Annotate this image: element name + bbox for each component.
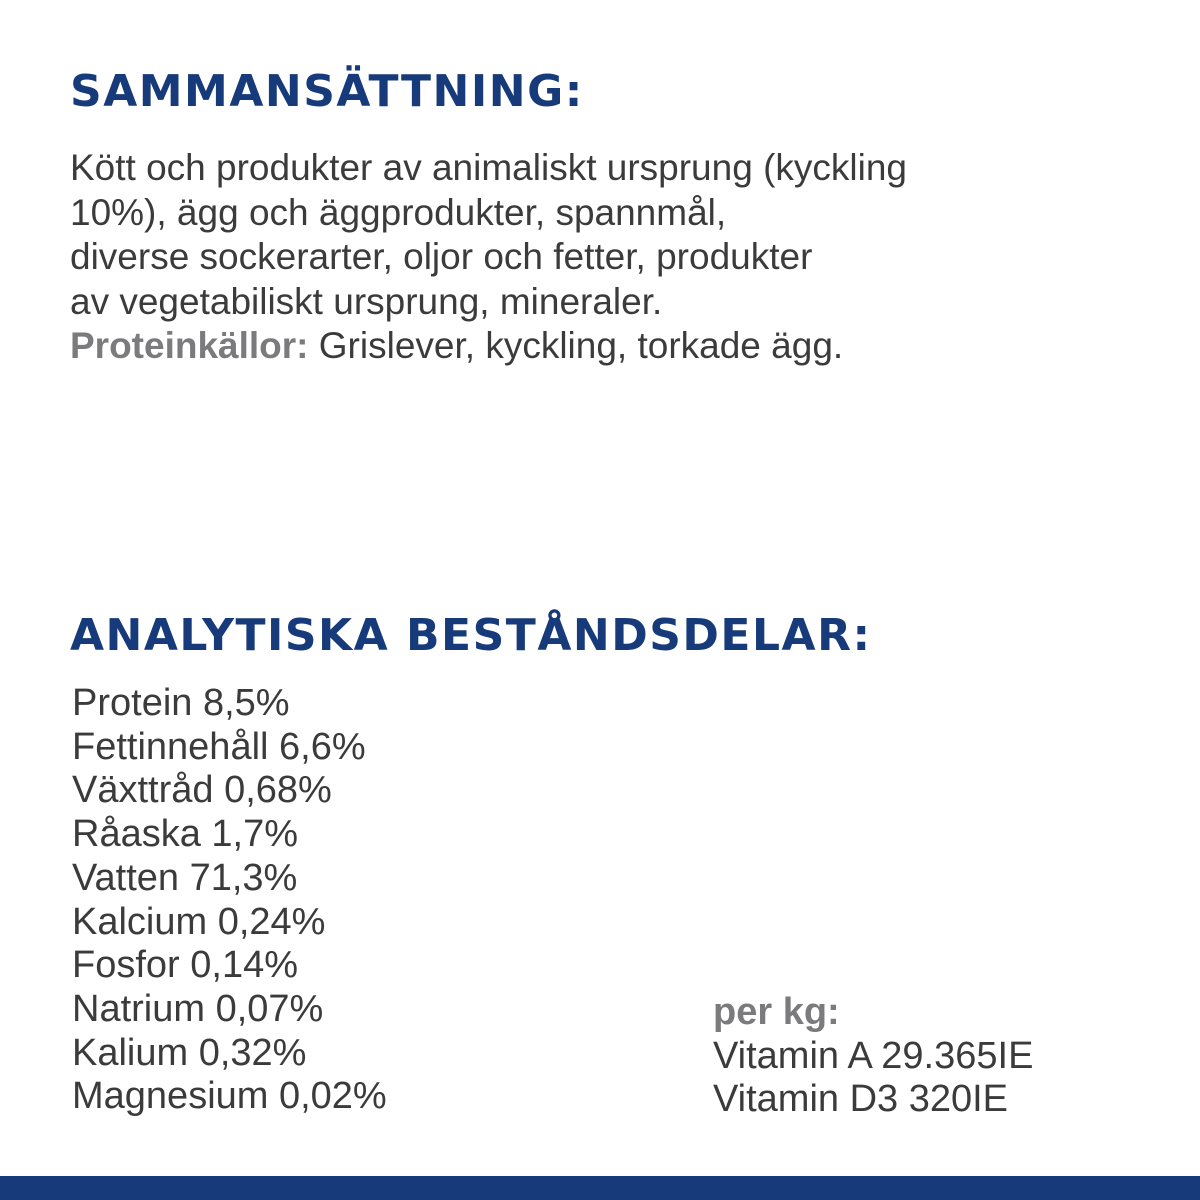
analytical-list: [72, 682, 387, 1119]
composition-line: 10%), ägg och äggprodukter, spannmål,: [70, 191, 727, 233]
composition-heading: SAMMANSÄTTNING:: [70, 66, 584, 117]
analytical-item: Fettinnehåll 6,6%: [72, 725, 366, 768]
per-kg-block: [713, 991, 1033, 1122]
analytical-item: Kalium 0,32%: [72, 1031, 307, 1074]
per-kg-item: Vitamin A 29.365IE: [713, 1034, 1034, 1077]
per-kg-item: Vitamin D3 320IE: [713, 1078, 1009, 1121]
bottom-bar: [0, 1176, 1200, 1200]
composition-line: Kött och produkter av animaliskt ursprung (kyckling: [70, 147, 907, 188]
analytical-item: Protein 8,5%: [72, 682, 290, 724]
composition-line: diverse sockerarter, oljor och fetter, produkter: [70, 236, 813, 277]
composition-line: av vegetabiliskt ursprung, mineraler.: [70, 280, 663, 322]
analytical-heading: ANALYTISKA BESTÅNDSDELAR:: [70, 610, 872, 661]
analytical-item: Fosfor 0,14%: [72, 944, 298, 987]
protein-sources: [70, 324, 1170, 369]
analytical-item: Växttråd 0,68%: [72, 769, 332, 812]
protein-sources-label: Proteinkällor:: [70, 325, 309, 366]
composition-text: [70, 146, 1170, 369]
analytical-item: Kalcium 0,24%: [72, 900, 326, 943]
analytical-item: Magnesium 0,02%: [72, 1075, 387, 1118]
protein-sources-value: Grislever, kyckling, torkade ägg.: [308, 325, 844, 366]
per-kg-list: [713, 1035, 1033, 1122]
analytical-item: Råaska 1,7%: [72, 813, 299, 856]
per-kg-label: per kg:: [713, 991, 840, 1033]
analytical-item: Natrium 0,07%: [72, 987, 324, 1030]
analytical-item: Vatten 71,3%: [72, 856, 298, 899]
